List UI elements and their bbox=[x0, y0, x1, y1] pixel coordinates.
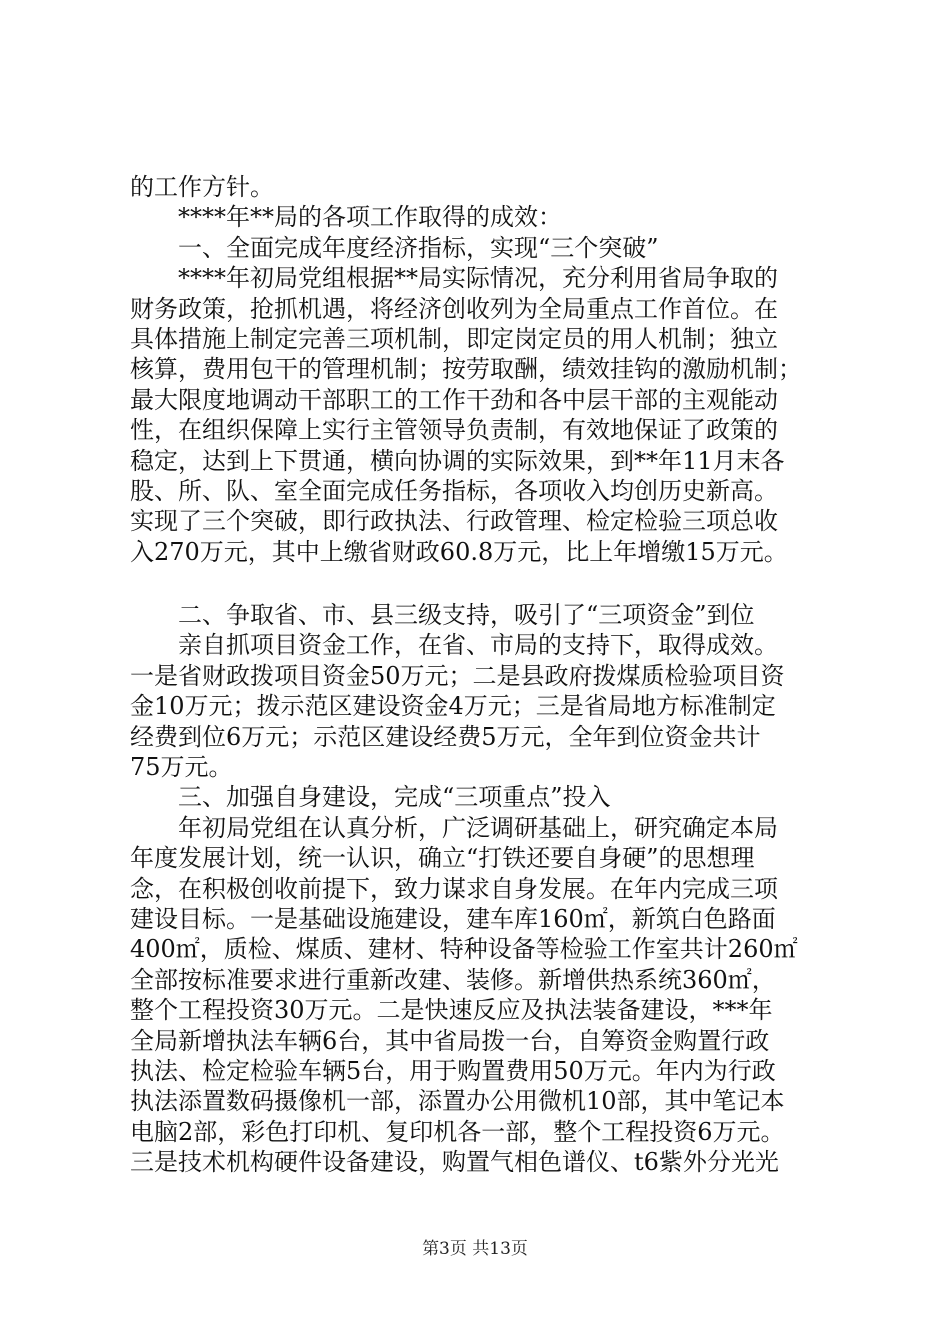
text-line: 性，在组织保障上实行主管领导负责制，有效地保证了政策的 bbox=[130, 416, 778, 445]
paragraph-gap bbox=[130, 567, 830, 600]
text-line: 全部按标准要求进行重新改建、装修。新增供热系统360㎡， bbox=[130, 965, 776, 994]
text-line: ****年初局党组根据**局实际情况，充分利用省局争取的 bbox=[178, 264, 778, 293]
text-line: 年初局党组在认真分析，广泛调研基础上，研究确定本局 bbox=[178, 813, 778, 842]
text-line: 全局新增执法车辆6台，其中省局拨一台，自筹资金购置行政 bbox=[130, 1026, 770, 1055]
text-line: 一是省财政拨项目资金50万元；二是县政府拨煤质检验项目资 bbox=[130, 661, 785, 690]
page-number-footer: 第3页 共13页 bbox=[422, 1239, 528, 1259]
text-line: 亲自抓项目资金工作，在省、市局的支持下，取得成效。 bbox=[178, 631, 778, 660]
text-line: 的工作方针。 bbox=[130, 173, 274, 201]
text-line: 核算，费用包干的管理机制；按劳取酬，绩效挂钩的激励机制； bbox=[130, 355, 802, 384]
text-line: 股、所、队、室全面完成任务指标，各项收入均创历史新高。 bbox=[130, 476, 778, 505]
text-line: 75万元。 bbox=[130, 753, 233, 782]
text-line: 年度发展计划，统一认识，确立“打铁还要自身硬”的思想理 bbox=[130, 844, 755, 873]
text-line: 整个工程投资30万元。二是快速反应及执法装备建设，***年 bbox=[130, 996, 773, 1025]
text-line: 财务政策，抢抓机遇，将经济创收列为全局重点工作首位。在 bbox=[130, 294, 778, 323]
text-line: 具体措施上制定完善三项机制，即定岗定员的用人机制；独立 bbox=[130, 324, 778, 353]
text-line: 经费到位6万元；示范区建设经费5万元，全年到位资金共计 bbox=[130, 722, 761, 751]
text-line: 金10万元；拨示范区建设资金4万元；三是省局地方标准制定 bbox=[130, 692, 776, 721]
section-heading: 三、加强自身建设，完成“三项重点”投入 bbox=[178, 783, 611, 812]
text-line: 执法、检定检验车辆5台，用于购置费用50万元。年内为行政 bbox=[130, 1056, 776, 1085]
text-line: ****年**局的各项工作取得的成效： bbox=[178, 203, 562, 232]
section-heading: 一、全面完成年度经济指标，实现“三个突破” bbox=[178, 233, 659, 262]
text-line: 实现了三个突破，即行政执法、行政管理、检定检验三项总收 bbox=[130, 507, 778, 536]
text-line: 建设目标。一是基础设施建设，建车库160㎡，新筑白色路面 bbox=[130, 904, 776, 933]
body-text bbox=[130, 172, 830, 1178]
text-line: 三是技术机构硬件设备建设，购置气相色谱仪、t6紫外分光光 bbox=[130, 1148, 779, 1177]
text-line: 稳定，达到上下贯通，横向协调的实际效果，到**年11月末各 bbox=[130, 446, 785, 475]
section-heading: 二、争取省、市、县三级支持，吸引了“三项资金”到位 bbox=[178, 601, 755, 630]
text-line: 念，在积极创收前提下，致力谋求自身发展。在年内完成三项 bbox=[130, 874, 778, 903]
text-line: 入270万元，其中上缴省财政60.8万元，比上年增缴15万元。 bbox=[130, 537, 788, 566]
text-line: 最大限度地调动干部职工的工作干劲和各中层干部的主观能动 bbox=[130, 385, 778, 414]
text-line: 400㎡，质检、煤质、建材、特种设备等检验工作室共计260㎡ bbox=[130, 935, 798, 964]
text-line: 执法添置数码摄像机一部，添置办公用微机10部，其中笔记本 bbox=[130, 1087, 785, 1116]
text-line: 电脑2部，彩色打印机、复印机各一部，整个工程投资6万元。 bbox=[130, 1117, 785, 1146]
